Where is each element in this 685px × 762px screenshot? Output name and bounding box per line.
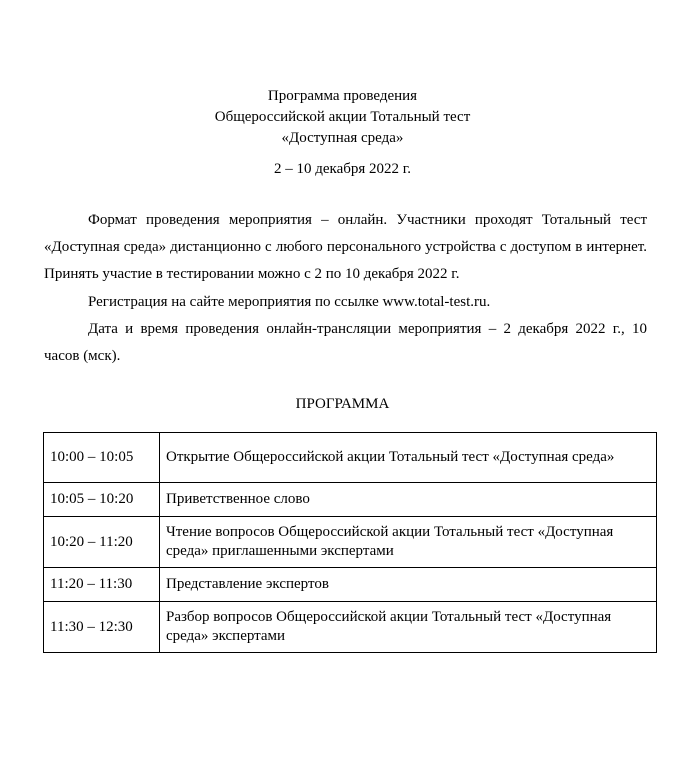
title-line-1: Программа проведения [267,88,418,104]
time-cell: 11:30 – 12:30 [44,602,160,653]
format-paragraph: Формат проведения мероприятия – онлайн. Участники проходят Тотальный тест «Доступная среда» дистанционно с любого персонального устройства с доступом в интернет. Принять участие в тестировании можно с 2 по 10 декабря 2022 г. [44,212,647,283]
table-row [44,483,657,517]
title-line-3: «Доступная среда» [281,130,404,146]
table-row [44,602,657,653]
event-cell: Приветственное слово [160,483,657,517]
table-row [44,568,657,602]
time-cell: 10:00 – 10:05 [44,433,160,483]
event-cell: Открытие Общероссийской акции Тотальный тест «Доступная среда» [160,433,657,483]
event-cell: Чтение вопросов Общероссийской акции Тотальный тест «Доступная среда» приглашенными экспертами [160,517,657,568]
table-row [44,433,657,483]
time-cell: 11:20 – 11:30 [44,568,160,602]
description-text [44,207,647,370]
event-cell: Разбор вопросов Общероссийской акции Тотальный тест «Доступная среда» экспертами [160,602,657,653]
program-heading: ПРОГРАММА [295,396,390,412]
registration-paragraph: Регистрация на сайте мероприятия по ссылке www.total-test.ru. [88,293,491,310]
time-cell: 10:05 – 10:20 [44,483,160,517]
table-row [44,517,657,568]
event-dates: 2 – 10 декабря 2022 г. [274,161,411,177]
document-title-block [0,86,685,180]
title-line-2: Общероссийской акции Тотальный тест [214,109,471,125]
broadcast-paragraph: Дата и время проведения онлайн-трансляции мероприятия – 2 декабря 2022 г., 10 часов (мск). [44,320,647,365]
event-cell: Представление экспертов [160,568,657,602]
schedule-table [43,432,657,653]
time-cell: 10:20 – 11:20 [44,517,160,568]
